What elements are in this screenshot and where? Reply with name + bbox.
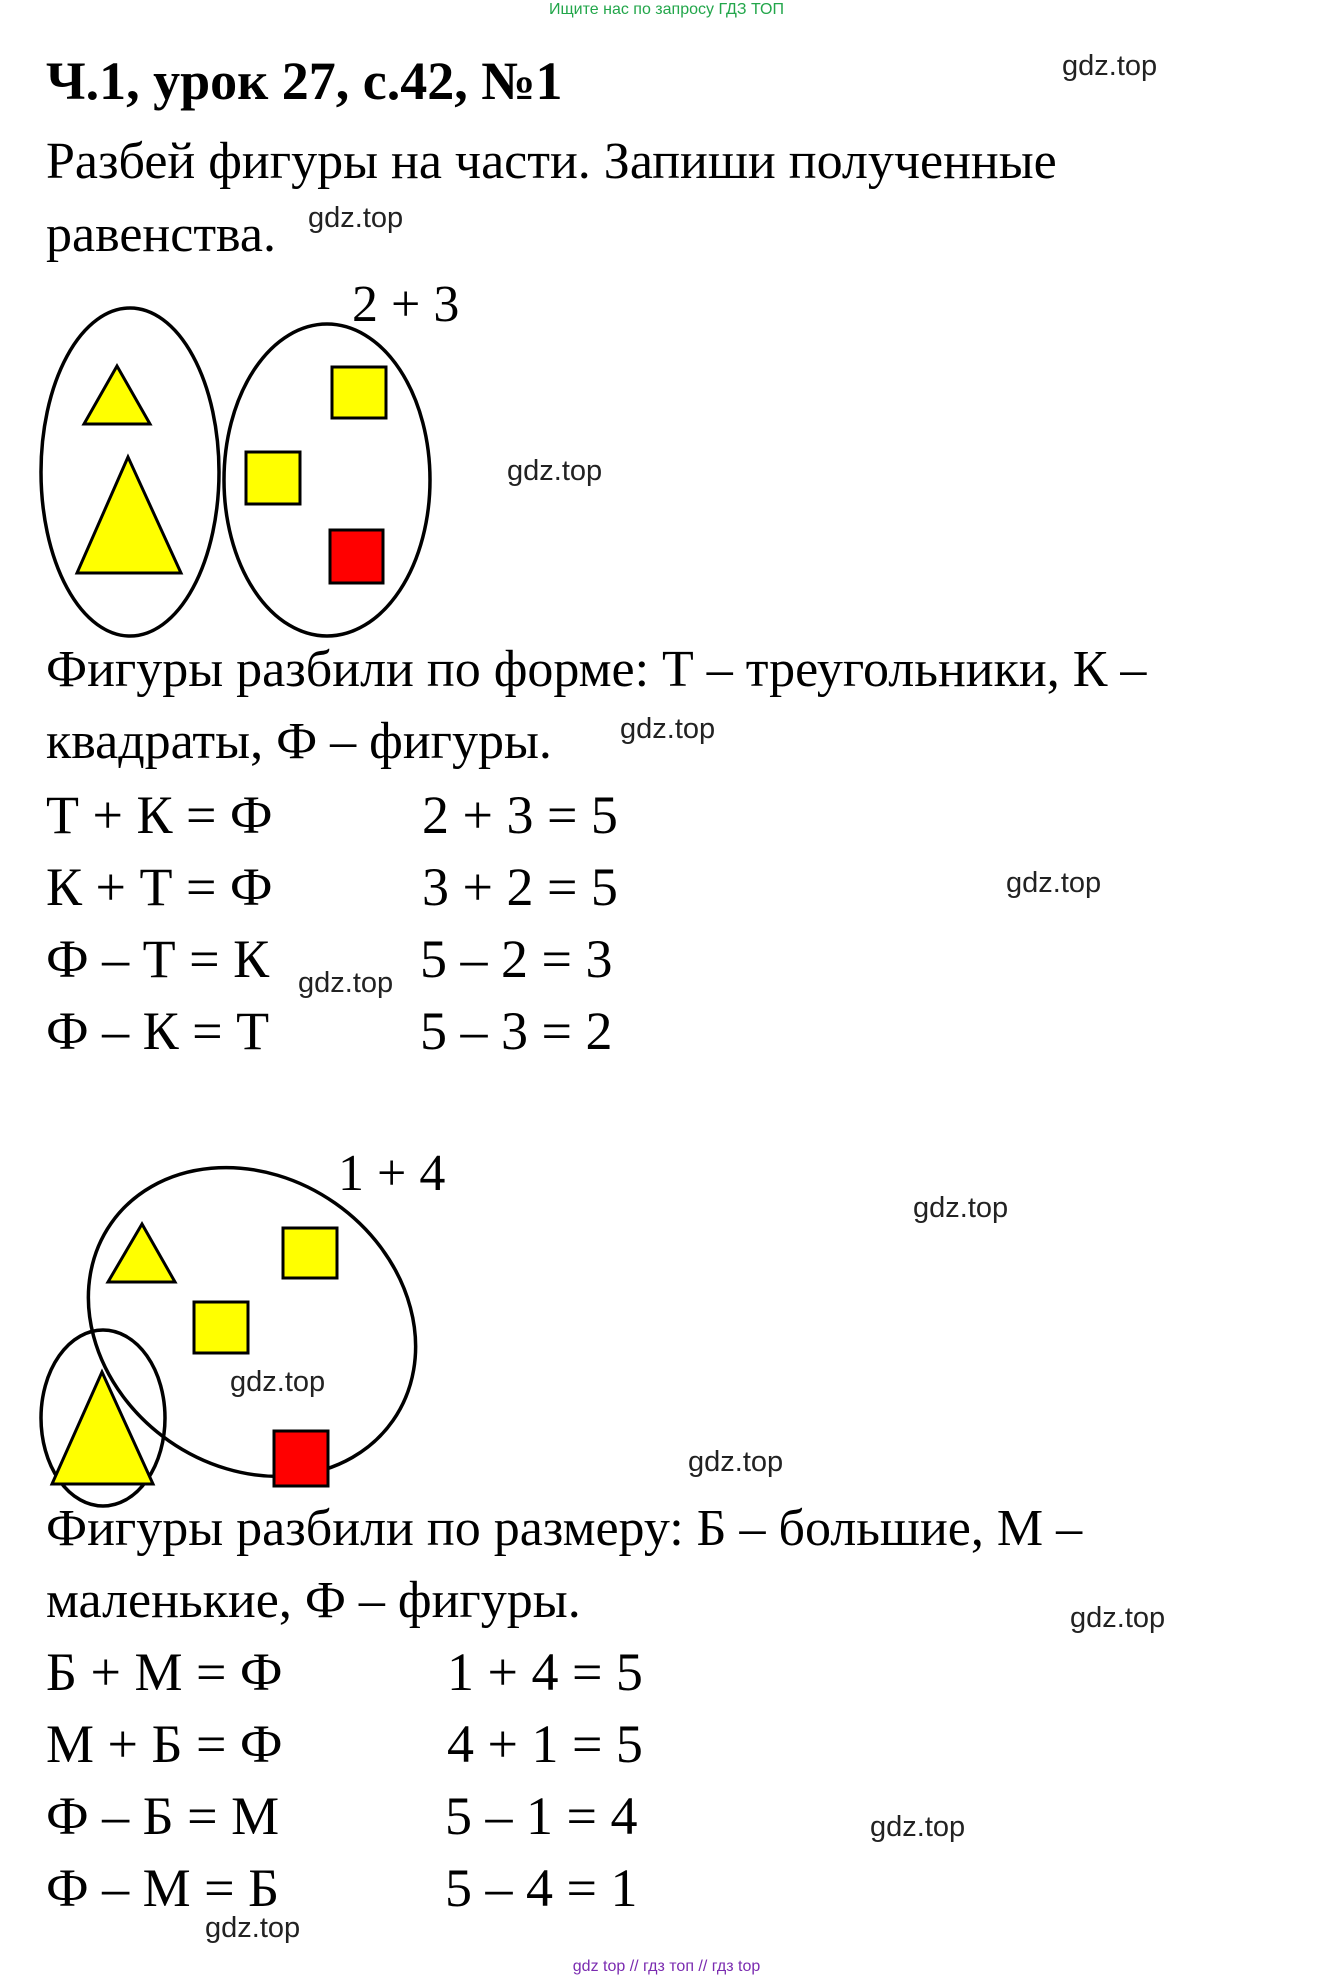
watermark: gdz.top <box>620 713 716 745</box>
watermark: gdz.top <box>205 1912 301 1944</box>
number-equation: 4 + 1 = 5 <box>447 1714 643 1774</box>
large-triangle <box>52 1372 153 1484</box>
number-equation: 5 – 3 = 2 <box>420 1001 613 1061</box>
page-title: Ч.1, урок 27, с.42, №1 <box>46 51 563 111</box>
explanation-1-line-1: Фигуры разбили по форме: Т – треугольники, К – <box>46 641 1147 698</box>
explanation-2-line-2: маленькие, Ф – фигуры. <box>46 1572 581 1629</box>
number-equation: 1 + 4 = 5 <box>447 1642 643 1702</box>
footer-watermark: gdz top // гдз топ // гдз top <box>572 1958 761 1975</box>
explanation-1-line-2: квадраты, Ф – фигуры. <box>46 713 552 770</box>
watermark: gdz.top <box>870 1811 966 1843</box>
letter-equation: Ф – Т = К <box>46 929 270 989</box>
letter-equation: Ф – М = Б <box>46 1858 280 1918</box>
letter-equation: Б + М = Ф <box>46 1642 283 1702</box>
number-equation: 5 – 4 = 1 <box>445 1858 638 1918</box>
letter-equation: К + Т = Ф <box>46 857 273 917</box>
task-line-2: равенства. <box>46 206 276 263</box>
letter-equation: Ф – К = Т <box>46 1001 270 1061</box>
watermark: gdz.top <box>298 967 394 999</box>
task-line-1: Разбей фигуры на части. Запиши полученные <box>46 133 1057 190</box>
group-label-2: 1 + 4 <box>338 1145 446 1202</box>
watermark: gdz.top <box>688 1446 784 1478</box>
letter-equation: Т + К = Ф <box>46 785 273 845</box>
letter-equation: М + Б = Ф <box>46 1714 283 1774</box>
watermark: gdz.top <box>913 1192 1009 1224</box>
yellow-square <box>283 1228 337 1278</box>
number-equation: 5 – 2 = 3 <box>420 929 613 989</box>
small-triangle <box>108 1224 175 1282</box>
letter-equation: Ф – Б = М <box>46 1786 280 1846</box>
group-label-1: 2 + 3 <box>352 276 460 333</box>
number-equation: 2 + 3 = 5 <box>422 785 618 845</box>
watermark: gdz.top <box>1062 50 1158 82</box>
number-equation: 5 – 1 = 4 <box>445 1786 638 1846</box>
top-banner: Ищите нас по запросу ГДЗ ТОП <box>549 1 784 18</box>
explanation-2-line-1: Фигуры разбили по размеру: Б – большие, М – <box>46 1500 1083 1557</box>
watermark: gdz.top <box>308 202 404 234</box>
yellow-square <box>194 1302 248 1353</box>
watermark: gdz.top <box>1070 1602 1166 1634</box>
watermark: gdz.top <box>1006 867 1102 899</box>
watermark: gdz.top <box>507 455 603 487</box>
number-equation: 3 + 2 = 5 <box>422 857 618 917</box>
watermark: gdz.top <box>230 1366 326 1398</box>
red-square <box>274 1431 328 1486</box>
